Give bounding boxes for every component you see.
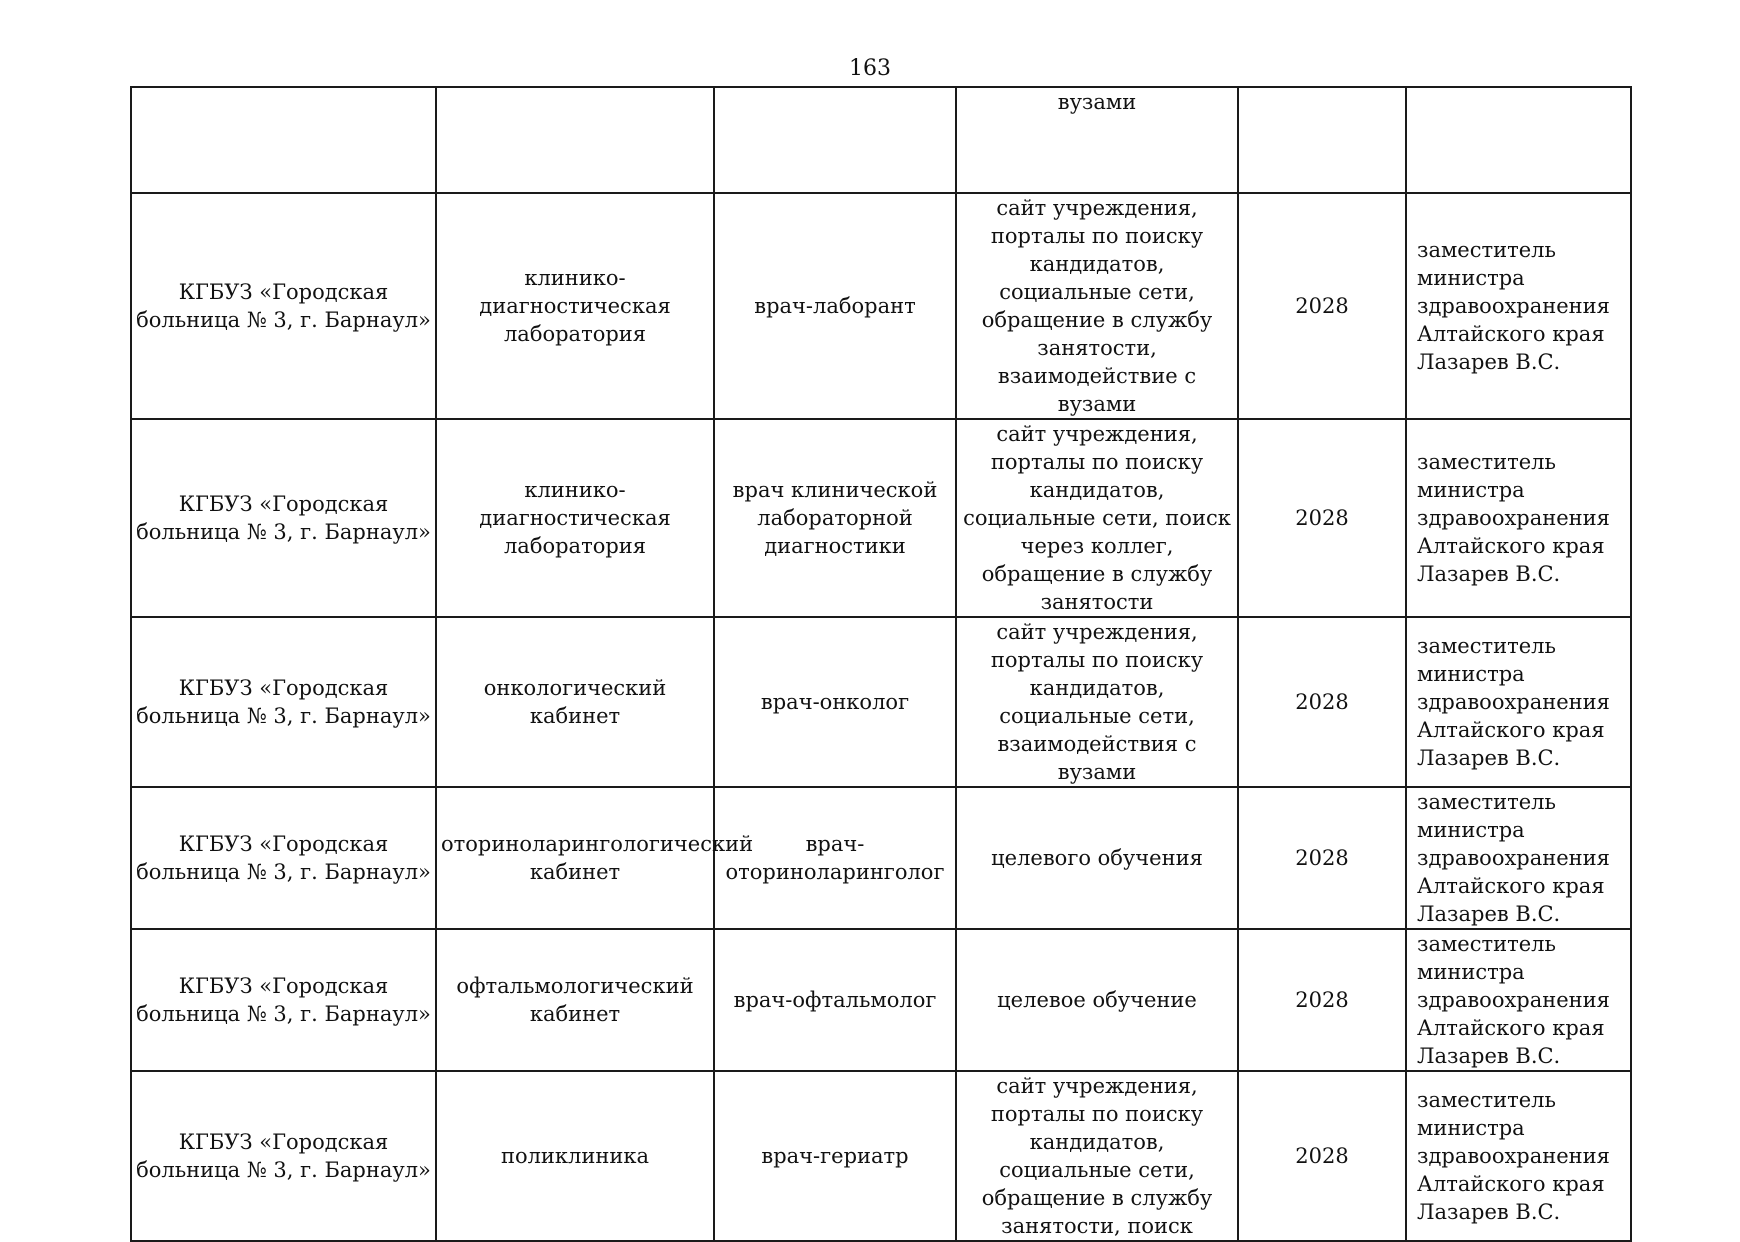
department-cell: онкологический кабинет — [436, 617, 714, 787]
department-cell — [436, 87, 714, 193]
table-row — [131, 193, 1631, 419]
methods-cell: целевое обучение — [956, 929, 1238, 1071]
institution-cell: КГБУЗ «Городская больница № 3, г. Барнаул» — [131, 193, 436, 419]
position-cell: врач-лаборант — [714, 193, 956, 419]
year-cell: 2028 — [1238, 419, 1406, 617]
year-cell: 2028 — [1238, 787, 1406, 929]
responsible-cell: заместитель министра здравоохранения Алтайского края Лазарев В.С. — [1406, 929, 1631, 1071]
year-cell — [1238, 87, 1406, 193]
department-cell: оториноларингологический кабинет — [436, 787, 714, 929]
table-row — [131, 419, 1631, 617]
table-row — [131, 787, 1631, 929]
table-row-continuation — [131, 87, 1631, 193]
position-cell — [714, 87, 956, 193]
table-row — [131, 617, 1631, 787]
department-cell: поликлиника — [436, 1071, 714, 1241]
institution-cell: КГБУЗ «Городская больница № 3, г. Барнаул» — [131, 1071, 436, 1241]
institution-cell: КГБУЗ «Городская больница № 3, г. Барнаул» — [131, 787, 436, 929]
table-row — [131, 929, 1631, 1071]
position-cell: врач-онколог — [714, 617, 956, 787]
department-cell: офтальмологический кабинет — [436, 929, 714, 1071]
institution-cell: КГБУЗ «Городская больница № 3, г. Барнаул» — [131, 929, 436, 1071]
page-number: 163 — [849, 56, 891, 81]
staffing-plan-table — [130, 86, 1632, 1242]
position-cell: врач-оториноларинголог — [714, 787, 956, 929]
methods-text: вузами — [1057, 90, 1137, 114]
position-cell: врач клинической лабораторной диагностики — [714, 419, 956, 617]
institution-cell — [131, 87, 436, 193]
methods-cell: сайт учреждения, порталы по поиску кандидатов, социальные сети, взаимодействия с вузами — [956, 617, 1238, 787]
methods-cell: целевого обучения — [956, 787, 1238, 929]
department-cell: клинико-диагностическая лаборатория — [436, 193, 714, 419]
position-cell: врач-гериатр — [714, 1071, 956, 1241]
methods-cell: сайт учреждения, порталы по поиску кандидатов, социальные сети, поиск через коллег, обращение в службу занятости — [956, 419, 1238, 617]
institution-cell: КГБУЗ «Городская больница № 3, г. Барнаул» — [131, 419, 436, 617]
year-cell: 2028 — [1238, 929, 1406, 1071]
department-cell: клинико-диагностическая лаборатория — [436, 419, 714, 617]
responsible-cell: заместитель министра здравоохранения Алтайского края Лазарев В.С. — [1406, 193, 1631, 419]
year-cell: 2028 — [1238, 193, 1406, 419]
table-row — [131, 1071, 1631, 1241]
responsible-cell: заместитель министра здравоохранения Алтайского края Лазарев В.С. — [1406, 1071, 1631, 1241]
methods-cell — [956, 87, 1238, 193]
responsible-cell — [1406, 87, 1631, 193]
position-cell: врач-офтальмолог — [714, 929, 956, 1071]
methods-cell: сайт учреждения, порталы по поиску кандидатов, социальные сети, обращение в службу занятости, взаимодействие с вузами — [956, 193, 1238, 419]
year-cell: 2028 — [1238, 617, 1406, 787]
responsible-cell: заместитель министра здравоохранения Алтайского края Лазарев В.С. — [1406, 617, 1631, 787]
responsible-cell: заместитель министра здравоохранения Алтайского края Лазарев В.С. — [1406, 419, 1631, 617]
institution-cell: КГБУЗ «Городская больница № 3, г. Барнаул» — [131, 617, 436, 787]
responsible-cell: заместитель министра здравоохранения Алтайского края Лазарев В.С. — [1406, 787, 1631, 929]
methods-cell: сайт учреждения, порталы по поиску кандидатов, социальные сети, обращение в службу занятости, поиск — [956, 1071, 1238, 1241]
year-cell: 2028 — [1238, 1071, 1406, 1241]
